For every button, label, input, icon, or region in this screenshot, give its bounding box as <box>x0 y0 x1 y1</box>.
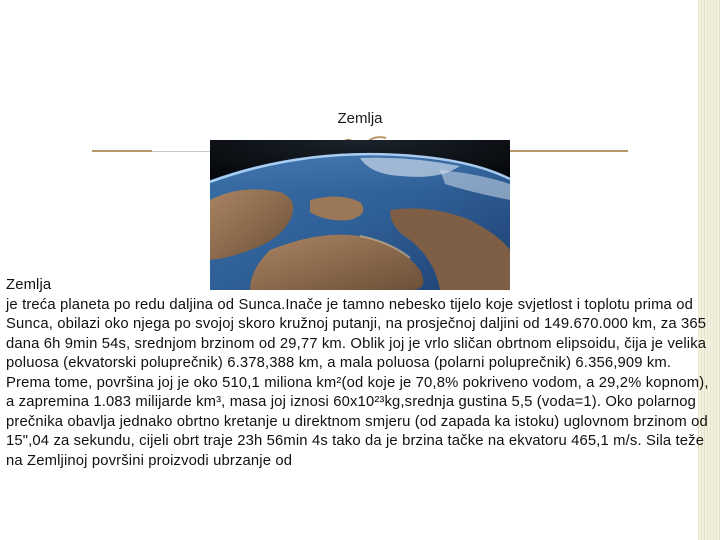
body-text <box>6 276 714 471</box>
earth-photo-graphic <box>210 140 510 290</box>
earth-photo <box>210 140 510 290</box>
title-divider-left <box>92 150 152 152</box>
body-paragraph: je treća planeta po redu daljina od Sunca.Inače je tamno nebesko tijelo koje svjetlost i toplotu prima od Sunca, obilazi oko njega po svojoj skoro kružnoj putanji, na prosječnoj daljini od 149.670.000 km, za 365 dana 6h 9min 54s, srednjom brzinom od 29,77 km. Oblik joj je vrlo sličan obrtnom elipsoidu, čija je velika poluosa (ekvatorski poluprečnik) 6.378,388 km, a mala poluosa (polarni poluprečnik) 6.356,909 km. Prema tome, površina joj je oko 510,1 miliona km²(od koje je 70,8% pokriveno vodom, a 29,2% kopnom), a zapremina 1.083 milijarde km³, masa joj iznosi 60x10²³kg,srednja gustina 5,5 (voda=1). Oko polarnog prečnika obavlja jednako obrtno kretanje u direktnom smjeru (od zapada ka istoku) uglovnom brzinom od 15",04 za sekundu, cijeli obrt traje 23h 56min 4s tako da je brzina tačke na ekvatoru 465,1 m/s. Sila teže na Zemljinoj površini proizvodi ubrzanje od <box>6 296 709 469</box>
slide-title: Zemlja <box>337 110 383 127</box>
body-heading: Zemlja <box>6 277 52 293</box>
title-divider-right <box>510 150 628 152</box>
title-divider-left-gray <box>152 151 210 152</box>
